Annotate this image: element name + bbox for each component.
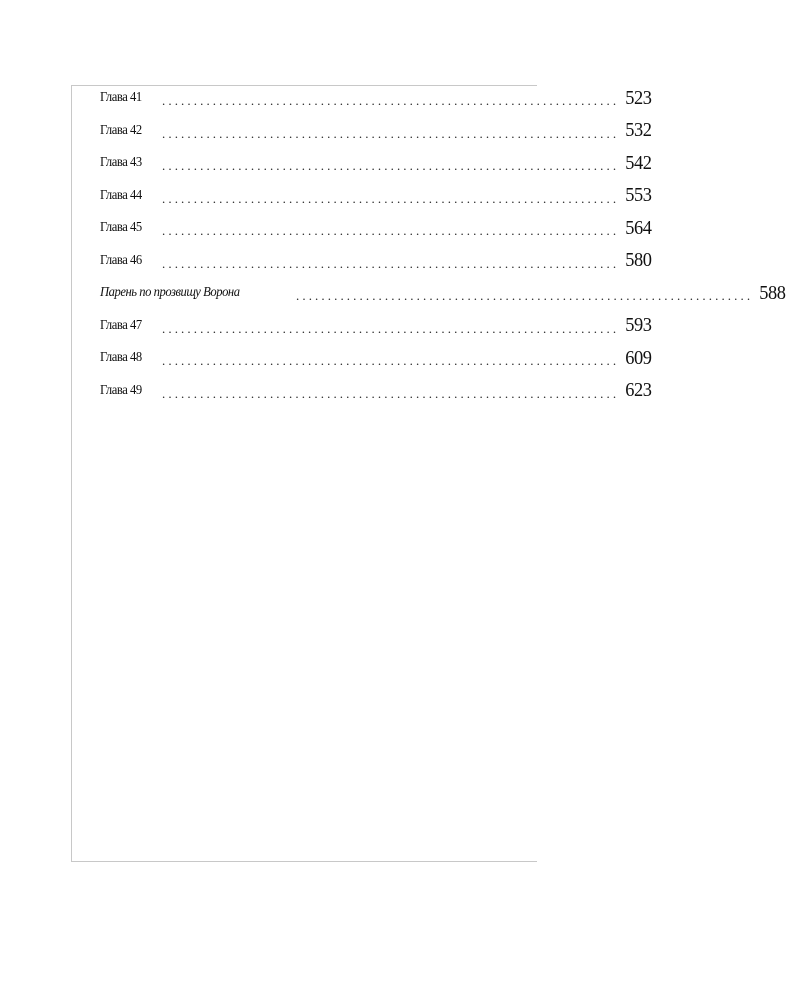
toc-entry-title: Глава 49 [100, 382, 142, 398]
toc-entry [100, 212, 652, 245]
toc-leader-dots: ........................................................................ [162, 223, 620, 239]
toc-entry [100, 245, 652, 278]
toc-leader-dots: ........................................................................ [162, 158, 620, 174]
toc-entry-page: 593 [625, 314, 652, 337]
toc-entry-title: Глава 41 [100, 90, 142, 106]
toc-entry-title: Глава 48 [100, 350, 142, 366]
toc-entry-title: Парень по прозвищу Ворона [100, 285, 240, 301]
toc-leader-dots: ........................................................................ [162, 320, 620, 336]
toc-entry-title: Глава 46 [100, 252, 142, 268]
toc-entry-page: 580 [625, 249, 652, 272]
toc-entry [100, 342, 652, 375]
toc-entry-page: 553 [625, 184, 652, 207]
table-of-contents [100, 82, 786, 407]
toc-leader-dots: ........................................................................ [162, 190, 620, 206]
toc-entry-title: Глава 47 [100, 317, 142, 333]
toc-entry [100, 115, 652, 148]
toc-entry [100, 82, 652, 115]
toc-entry-page: 523 [625, 86, 652, 109]
toc-entry-title: Глава 43 [100, 155, 142, 171]
toc-leader-dots: ........................................................................ [162, 255, 620, 271]
toc-entry [100, 310, 652, 343]
toc-entry-title: Глава 42 [100, 122, 142, 138]
toc-entry-page: 623 [625, 379, 652, 402]
toc-entry-page: 588 [759, 281, 786, 304]
toc-leader-dots: ........................................................................ [162, 93, 620, 109]
toc-leader-dots: ........................................................................ [162, 353, 620, 369]
toc-entry [100, 375, 652, 408]
toc-entry-page: 564 [625, 216, 652, 239]
toc-leader-dots: ........................................................................ [162, 125, 620, 141]
toc-entry-title: Глава 44 [100, 187, 142, 203]
toc-entry [100, 180, 652, 213]
toc-leader-dots: ........................................................................ [162, 385, 620, 401]
toc-entry [100, 147, 652, 180]
toc-entry [100, 277, 786, 310]
toc-entry-page: 532 [625, 119, 652, 142]
toc-entry-page: 542 [625, 151, 652, 174]
toc-entry-page: 609 [625, 346, 652, 369]
toc-entry-title: Глава 45 [100, 220, 142, 236]
toc-leader-dots: ........................................................................ [296, 288, 754, 304]
